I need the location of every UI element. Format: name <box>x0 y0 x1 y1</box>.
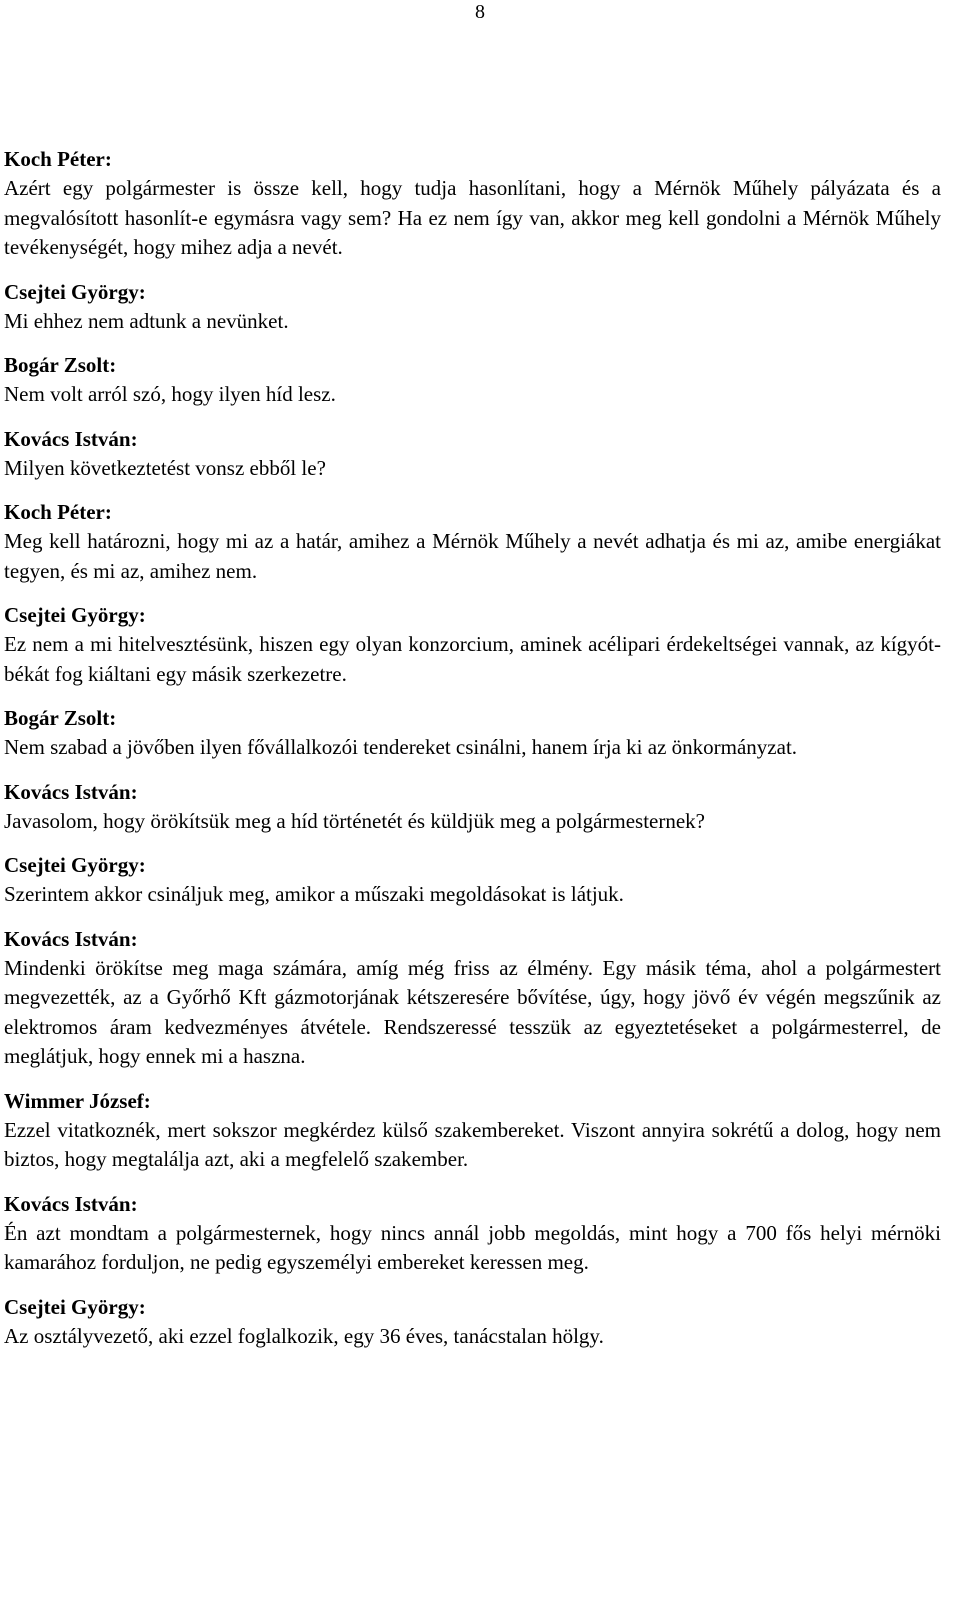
transcript-entry <box>4 144 941 263</box>
speaker-name: Kovács István: <box>4 1191 138 1216</box>
speech-text: Szerintem akkor csináljuk meg, amikor a műszaki megoldásokat is látjuk. <box>4 882 624 906</box>
speaker-name: Koch Péter: <box>4 500 112 524</box>
transcript-entry <box>4 350 941 410</box>
speaker-name: Csejtei György: <box>4 853 146 877</box>
transcript-entry <box>4 777 941 837</box>
transcript-entry <box>4 497 941 586</box>
speech-text: Ez nem a mi hitelvesztésünk, hiszen egy olyan konzorcium, aminek acélipari érdekeltségei vannak, az kígyót-békát fog kiáltani egy másik szerkezetre. <box>4 632 941 686</box>
speech-text: Mi ehhez nem adtunk a nevünket. <box>4 308 289 333</box>
speaker-name: Kovács István: <box>4 779 138 804</box>
speech-text: Nem szabad a jövőben ilyen fővállalkozói tendereket csinálni, hanem írja ki az önkormányzat. <box>4 735 798 759</box>
speaker-name: Csejtei György: <box>4 279 146 304</box>
transcript-entry <box>4 277 941 337</box>
speaker-name: Bogár Zsolt: <box>4 353 117 377</box>
transcript-entry <box>4 1189 941 1278</box>
speech-text: Javasolom, hogy örökítsük meg a híd történetét és küldjük meg a polgármesternek? <box>4 808 705 833</box>
speech-text: Milyen következtetést vonsz ebből le? <box>4 455 326 480</box>
speaker-name: Csejtei György: <box>4 1294 146 1319</box>
speech-text: Az osztályvezető, aki ezzel foglalkozik, egy 36 éves, tanácstalan hölgy. <box>4 1323 604 1348</box>
transcript-entry <box>4 703 941 763</box>
page-number: 8 <box>475 1 485 23</box>
transcript-entry <box>4 1086 941 1175</box>
transcript-entry <box>4 924 941 1072</box>
transcript-entry <box>4 424 941 484</box>
speech-text: Nem volt arról szó, hogy ilyen híd lesz. <box>4 382 336 406</box>
transcript-entry <box>4 850 941 910</box>
speech-text: Meg kell határozni, hogy mi az a határ, amihez a Mérnök Műhely a nevét adhatja és mi az, amibe energiákat tegyen, és mi az, amihez nem. <box>4 529 941 583</box>
speaker-name: Csejtei György: <box>4 603 146 627</box>
transcript-entry <box>4 600 941 689</box>
speaker-name: Kovács István: <box>4 426 138 451</box>
speech-text: Ezzel vitatkoznék, mert sokszor megkérdez külső szakembereket. Viszont annyira sokrétű a dolog, hogy nem biztos, hogy megtalálja azt, aki a megfelelő szakember. <box>4 1117 941 1171</box>
speaker-name: Koch Péter: <box>4 147 112 171</box>
speech-text: Mindenki örökítse meg maga számára, amíg még friss az élmény. Egy másik téma, ahol a polgármestert megvezették, az a Győrhő Kft gázmotorjának kétszeresére bővítése, úgy, hogy jövő év végén megszűnik az elektromos áram kedvezményes átvétele. Rendszeressé tesszük az egyeztetéseket a polgármesterrel, de meglátjuk, hogy ennek mi a haszna. <box>4 955 941 1068</box>
speech-text: Azért egy polgármester is össze kell, hogy tudja hasonlítani, hogy a Mérnök Műhely pályázata és a megvalósított hasonlít-e egymásra vagy sem? Ha ez nem így van, akkor meg kell gondolni a Mérnök Műhely tevékenységét, hogy mihez adja a nevét. <box>4 176 941 259</box>
transcript-entry <box>4 1292 941 1352</box>
transcript <box>4 144 941 1365</box>
speaker-name: Wimmer József: <box>4 1088 151 1113</box>
speech-text: Én azt mondtam a polgármesternek, hogy nincs annál jobb megoldás, mint hogy a 700 fős helyi mérnöki kamarához forduljon, ne pedig egyszemélyi embereket keressen meg. <box>4 1220 941 1274</box>
speaker-name: Bogár Zsolt: <box>4 706 117 730</box>
speaker-name: Kovács István: <box>4 926 138 951</box>
